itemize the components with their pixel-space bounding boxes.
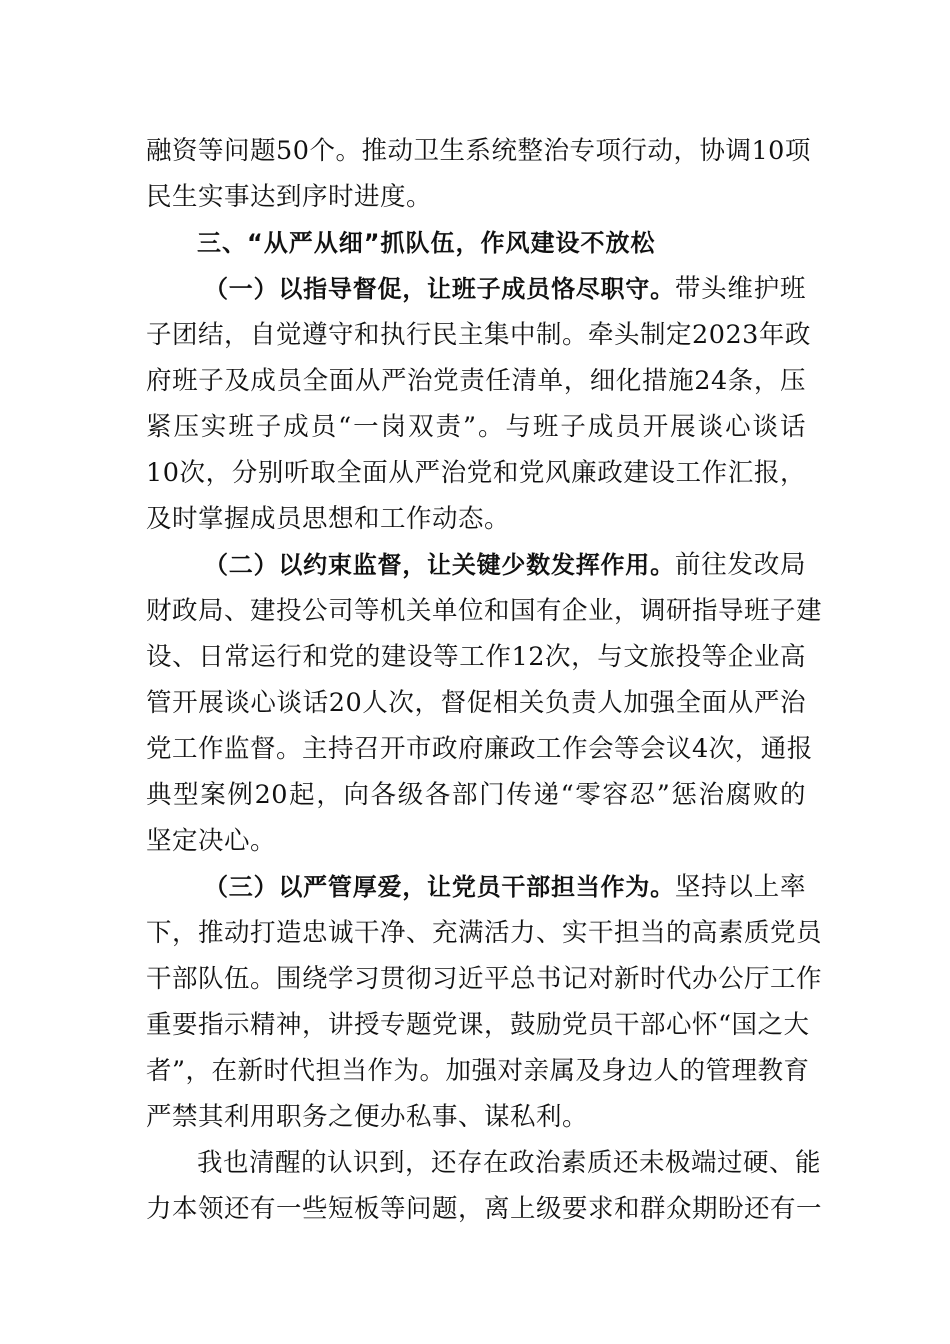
text-line: 融资等问题50个。推动卫生系统整治专项行动，协调10项 (146, 136, 811, 166)
text-line (146, 266, 806, 312)
text-line: 财政局、建投公司等机关单位和国有企业，调研指导班子建 (146, 596, 823, 626)
text-line: 设、日常运行和党的建设等工作12次，与文旅投等企业高 (146, 642, 806, 672)
text-line: 重要指示精神，讲授专题党课，鼓励党员干部心怀“国之大 (146, 1010, 810, 1040)
text-line: 民生实事达到序时进度。 (146, 182, 433, 212)
item-three-paragraph (146, 864, 823, 1140)
text-line: 子团结，自觉遵守和执行民主集中制。牵头制定2023年政 (146, 320, 811, 350)
item-lead: （二）以约束监督，让关键少数发挥作用。 (204, 551, 675, 579)
text-line: 下，推动打造忠诚干净、充满活力、实干担当的高素质党员 (146, 918, 823, 948)
text-line: 干部队伍。围绕学习贯彻习近平总书记对新时代办公厅工作 (146, 964, 823, 994)
item-lead: （一）以指导督促，让班子成员恪尽职守。 (204, 275, 675, 303)
section-heading: 三、“从严从细”抓队伍，作风建设不放松 (197, 229, 656, 257)
text-line (146, 864, 806, 910)
text-line: 典型案例20起，向各级各部门传递“零容忍”惩治腐败的 (146, 780, 806, 810)
text-line: 紧压实班子成员“一岗双责”。与班子成员开展谈心谈话 (146, 412, 806, 442)
closing-paragraph (146, 1140, 823, 1232)
item-two-paragraph (146, 542, 823, 864)
text-line: 坚定决心。 (146, 826, 277, 856)
text-line: 府班子及成员全面从严治党责任清单，细化措施24条，压 (146, 366, 806, 396)
text-line: 及时掌握成员思想和工作动态。 (146, 504, 511, 534)
intro-paragraph (146, 128, 811, 220)
text-line: 者”，在新时代担当作为。加强对亲属及身边人的管理教育 (146, 1056, 810, 1086)
text-line: 管开展谈心谈话20人次，督促相关负责人加强全面从严治 (146, 688, 806, 718)
text-line: 我也清醒的认识到，还存在政治素质还未极端过硬、能 (197, 1148, 822, 1178)
item-text: 带头维护班 (674, 274, 806, 304)
item-text: 坚持以上率 (674, 872, 806, 902)
item-text: 前往发改局 (674, 550, 806, 580)
item-lead: （三）以严管厚爱，让党员干部担当作为。 (204, 873, 675, 901)
text-line: 力本领还有一些短板等问题，离上级要求和群众期盼还有一 (146, 1194, 823, 1224)
text-line (146, 542, 806, 588)
text-line: 严禁其利用职务之便办私事、谋私利。 (146, 1102, 589, 1132)
document-page (146, 128, 823, 1232)
item-one-paragraph (146, 266, 811, 542)
text-line: 10次，分别听取全面从严治党和党风廉政建设工作汇报， (146, 458, 806, 488)
text-line: 党工作监督。主持召开市政府廉政工作会等会议4次，通报 (146, 734, 813, 764)
